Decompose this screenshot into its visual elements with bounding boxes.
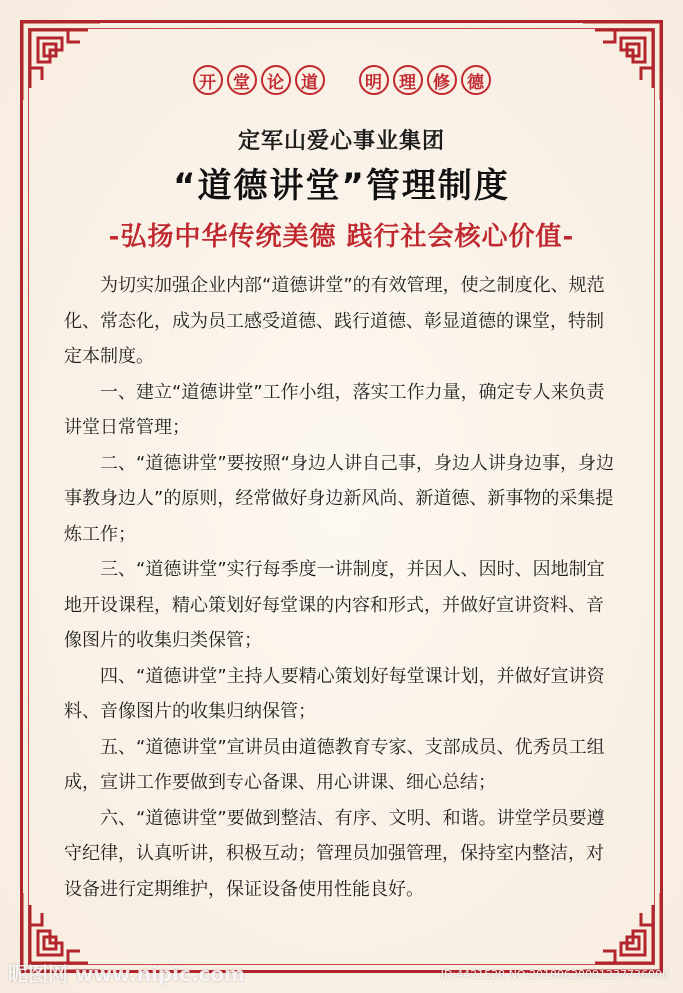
rule-paragraph: 二、“道德讲堂”要按照“身边人讲自己事，身边人讲身边事，身边事教身边人”的原则，经常做好身边新风尚、新道德、新事物的采集提炼工作； (64, 452, 614, 545)
motto-char: 道 (295, 65, 325, 95)
rule-paragraph: 一、建立“道德讲堂”工作小组，落实工作力量，确定专人来负责讲堂日常管理； (64, 381, 605, 438)
motto-char: 论 (261, 65, 291, 95)
organization-name: 定军山爱心事业集团 (237, 129, 445, 154)
motto-char: 明 (359, 65, 389, 95)
rule-paragraph: 四、“道德讲堂”主持人要精心策划好每堂课计划，并做好宣讲资料、音像图片的收集归纳保管； (64, 665, 605, 722)
motto-char: 德 (461, 65, 491, 95)
rule-paragraph: 三、“道德讲堂”实行每季度一讲制度，并因人、因时、因地制宜地开设课程，精心策划好每堂课的内容和形式，并做好宣讲资料、音像图片的收集归类保管； (64, 559, 605, 651)
motto-spacer (329, 65, 355, 95)
page-title: “道德讲堂”管理制度 (173, 166, 510, 206)
rule-paragraph: 六、“道德讲堂”要做到整洁、有序、文明、和谐。讲堂学员要遵守纪律，认真听讲，积极互动；管理员加强管理，保持室内整洁，对设备进行定期维护，保证设备使用性能良好。 (64, 807, 605, 900)
intro-paragraph: 为切实加强企业内部“道德讲堂”的有效管理，使之制度化、规范化、常态化，成为员工感受道德、践行道德、彰显道德的课堂，特制定本制度。 (64, 275, 605, 367)
motto-char: 堂 (227, 65, 257, 95)
motto-banner (0, 65, 683, 95)
motto-char: 修 (427, 65, 457, 95)
slogan: -弘扬中华传统美德 践行社会核心价值- (108, 222, 575, 252)
watermark-logo: 昵图网 www.nipic.com (8, 962, 245, 986)
rule-paragraph: 五、“道德讲堂”宣讲员由道德教育专家、支部成员、优秀员工组成，宣讲工作要做到专心备课、用心讲课、细心总结； (64, 736, 605, 793)
motto-char: 理 (393, 65, 423, 95)
regulation-body (64, 268, 620, 907)
motto-char: 开 (193, 65, 223, 95)
image-id-label: ID:4421528 NO:20180628091237736000 (440, 968, 669, 981)
